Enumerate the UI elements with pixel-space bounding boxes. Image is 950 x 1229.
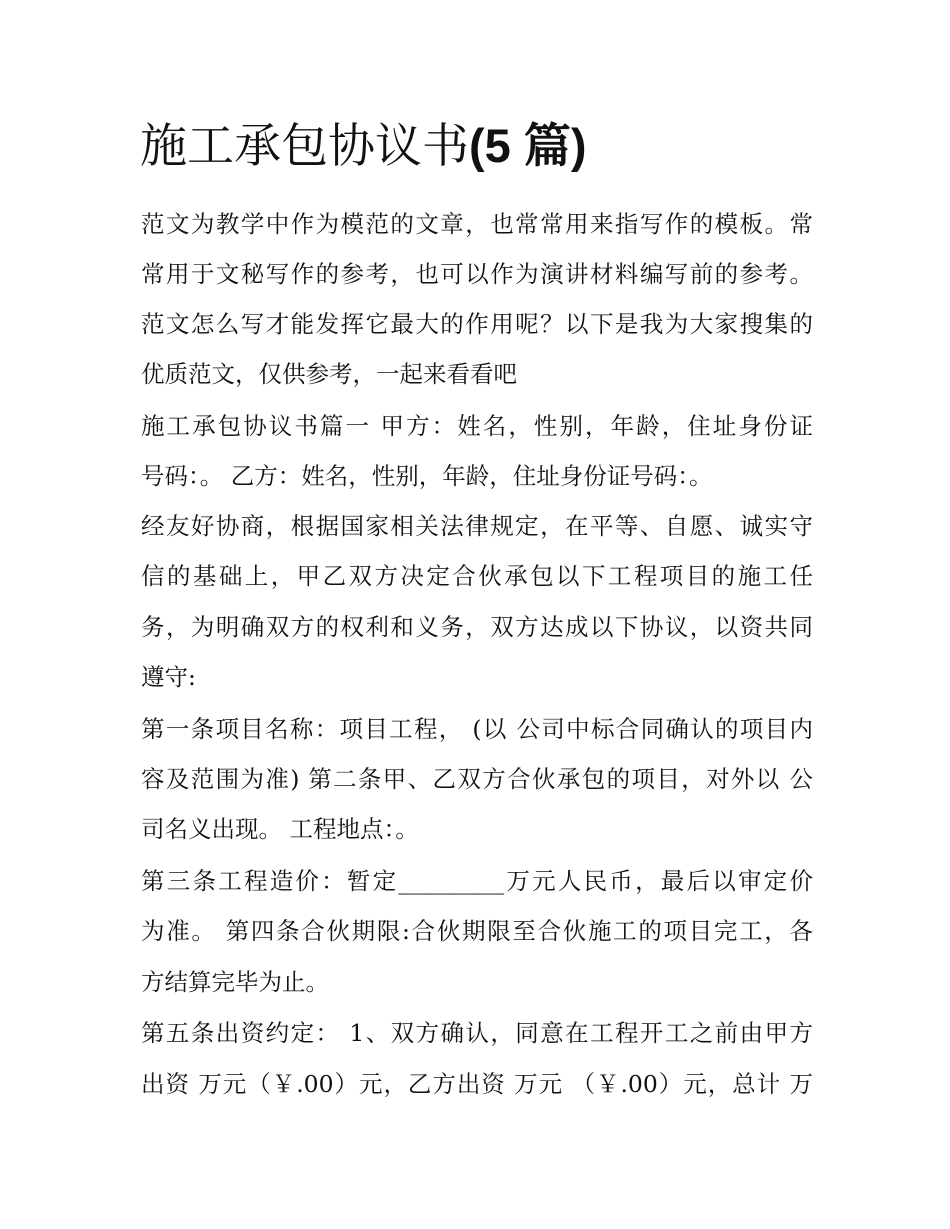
- text-line: 第一条项目名称：项目工程， (以 公司中标合同确认的项目内: [141, 715, 813, 743]
- title-main: 施工承包协议书: [140, 119, 469, 174]
- text-line: 第三条工程造价：暂定_________万元人民币，最后以审定价: [141, 867, 813, 895]
- text-line: 范文为教学中作为模范的文章，也常常用来指写作的模板。常: [141, 210, 813, 238]
- text-line: 为准。 第四条合伙期限:合伙期限至合伙施工的项目完工，各: [141, 917, 813, 945]
- text-line: 务，为明确双方的权利和义务，双方达成以下协议，以资共同: [141, 613, 813, 641]
- text-line: 范文怎么写才能发挥它最大的作用呢？以下是我为大家搜集的: [141, 310, 813, 338]
- text-line: 容及范围为准) 第二条甲、乙双方合伙承包的项目，对外以 公: [141, 765, 813, 793]
- text-line: 第五条出资约定： 1、双方确认，同意在工程开工之前由甲方: [141, 1019, 813, 1047]
- text-line: 遵守:: [141, 663, 196, 691]
- text-line: 信的基础上，甲乙双方决定合伙承包以下工程项目的施工任: [141, 562, 813, 590]
- text-line: 常用于文秘写作的参考，也可以作为演讲材料编写前的参考。: [141, 260, 813, 288]
- text-line: 号码：。 乙方：姓名，性别，年龄，住址身份证号码：。: [141, 462, 713, 490]
- text-line: 优质范文，仅供参考，一起来看看吧: [141, 360, 517, 388]
- text-line: 出资 万元（￥.00）元，乙方出资 万元 （￥.00）元，总计 万: [141, 1070, 813, 1098]
- title-suffix: (5 篇): [469, 119, 587, 172]
- document-title: [140, 116, 587, 177]
- text-line: 施工承包协议书篇一 甲方：姓名，性别，年龄，住址身份证: [141, 412, 813, 440]
- text-line: 方结算完毕为止。: [141, 968, 329, 996]
- text-line: 司名义出现。 工程地点：。: [141, 815, 419, 843]
- text-line: 经友好协商，根据国家相关法律规定，在平等、自愿、诚实守: [141, 512, 813, 540]
